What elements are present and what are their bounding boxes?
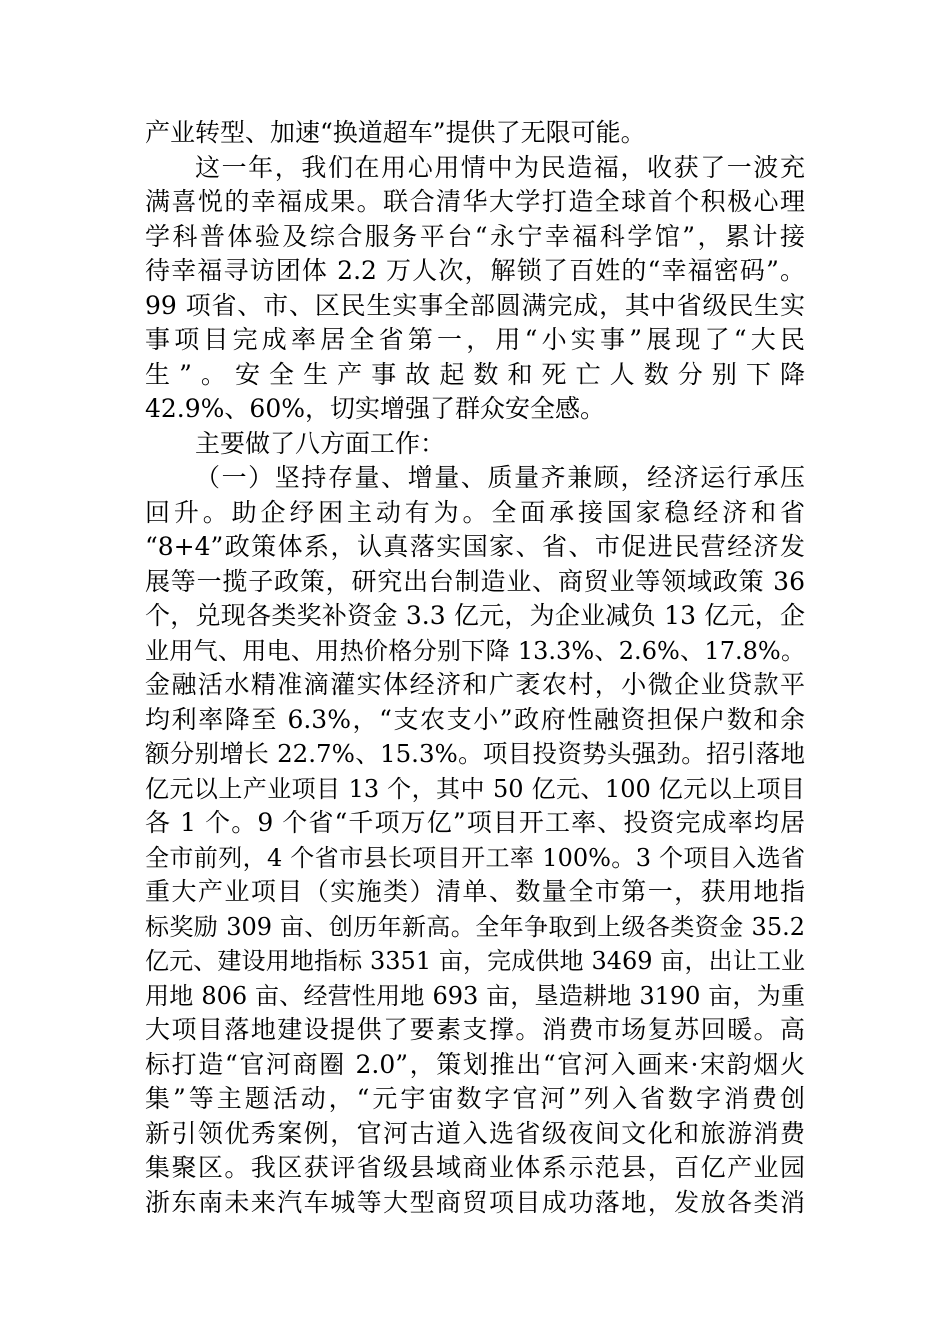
text-line: 99 项省、市、区民生实事全部圆满完成，其中省级民生实 <box>145 290 805 320</box>
body-text <box>145 116 805 1220</box>
text-line: 大项目落地建设提供了要素支撑。消费市场复苏回暖。高 <box>145 1015 805 1044</box>
text-line: 均利率降至 6.3%，“支农支小”政府性融资担保户数和余 <box>145 704 805 734</box>
text-line: 回升。助企纾困主动有为。全面承接国家稳经济和省 <box>145 497 805 527</box>
text-line: 待幸福寻访团体 2.2 万人次，解锁了百姓的“幸福密码”。 <box>145 256 805 285</box>
text-line: 集”等主题活动，“元宇宙数字官河”列入省数字消费创 <box>145 1084 805 1113</box>
text-line: 满喜悦的幸福成果。联合清华大学打造全球首个积极心理 <box>145 187 805 216</box>
text-line: 业用气、用电、用热价格分别下降 13.3%、2.6%、17.8%。 <box>145 636 805 665</box>
text-line: 生”。安全生产事故起数和死亡人数分别下降 <box>145 359 805 389</box>
text-line: 个，兑现各类奖补资金 3.3 亿元，为企业减负 13 亿元，企 <box>145 601 805 630</box>
text-line: 产业转型、加速“换道超车”提供了无限可能。 <box>145 118 646 147</box>
text-line: 用地 806 亩、经营性用地 693 亩，垦造耕地 3190 亩，为重 <box>145 981 805 1010</box>
text-line: 额分别增长 22.7%、15.3%。项目投资势头强劲。招引落地 <box>145 739 805 768</box>
text-line: 全市前列，4 个省市县长项目开工率 100%。3 个项目入选省 <box>145 843 805 872</box>
text-line: 事项目完成率居全省第一，用“小实事”展现了“大民 <box>145 325 805 354</box>
text-line: （一）坚持存量、增量、质量齐兼顾，经济运行承压 <box>195 463 805 492</box>
text-line: 亿元以上产业项目 13 个，其中 50 亿元、100 亿元以上项目 <box>145 774 805 803</box>
text-line: 新引领优秀案例，官河古道入选省级夜间文化和旅游消费 <box>145 1118 805 1148</box>
text-line: 标打造“官河商圈 2.0”，策划推出“官河入画来·宋韵烟火 <box>145 1049 805 1079</box>
text-line: 展等一揽子政策，研究出台制造业、商贸业等领域政策 36 <box>145 566 805 596</box>
text-line: 这一年，我们在用心用情中为民造福，收获了一波充 <box>195 152 805 182</box>
text-line: 亿元、建设用地指标 3351 亩，完成供地 3469 亩，出让工业 <box>145 947 805 975</box>
text-line: 浙东南未来汽车城等大型商贸项目成功落地，发放各类消 <box>145 1187 805 1217</box>
text-line: 集聚区。我区获评省级县域商业体系示范县，百亿产业园 <box>145 1153 805 1182</box>
text-line: 42.9%、60%，切实增强了群众安全感。 <box>145 394 605 423</box>
text-line: 标奖励 309 亩、创历年新高。全年争取到上级各类资金 35.2 <box>145 912 805 941</box>
text-line: 主要做了八方面工作： <box>195 428 446 458</box>
text-line: 重大产业项目（实施类）清单、数量全市第一，获用地指 <box>145 877 805 906</box>
text-line: 学科普体验及综合服务平台“永宁幸福科学馆”，累计接 <box>145 221 805 251</box>
text-line: 各 1 个。9 个省“千项万亿”项目开工率、投资完成率均居 <box>145 808 805 837</box>
text-line: “8+4”政策体系，认真落实国家、省、市促进民营经济发 <box>145 532 805 561</box>
text-line: 金融活水精准滴灌实体经济和广袤农村，小微企业贷款平 <box>145 670 805 699</box>
